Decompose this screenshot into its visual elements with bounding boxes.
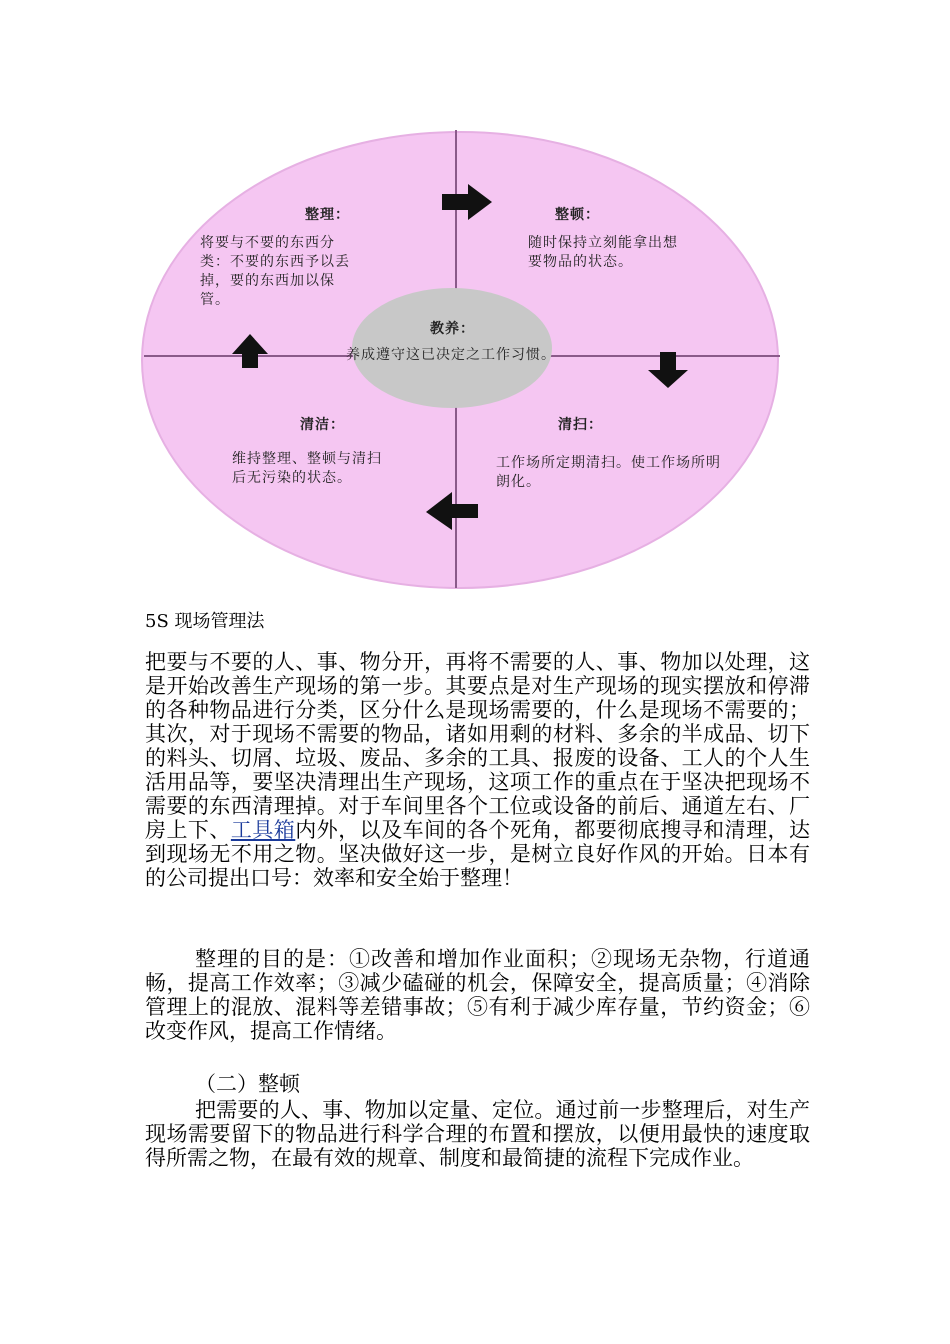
- five-s-cycle-diagram: [140, 120, 785, 590]
- center-text: 养成遵守这已决定之工作习惯。: [346, 347, 556, 363]
- quadrant-top-left-title: 整理：: [305, 207, 350, 223]
- paragraph-sort-text-2: 内外，以及车间的各个死角，都要彻底搜寻和清理，达到现场无不用之物。坚决做好这一步，是树立良好作风的开始。日本有的公司提出口号：效率和安全始于整理！: [145, 818, 811, 890]
- paragraph-sort-goals: 整理的目的是：①改善和增加作业面积；②现场无杂物，行道通畅，提高工作效率；③减少磕碰的机会，保障安全，提高质量；④消除管理上的混放、混料等差错事故；⑤有利于减少库存量，节约资金；⑥改变作风，提高工作情绪。: [145, 947, 810, 1043]
- figure-caption: 5S 现场管理法: [145, 611, 265, 632]
- section-heading-set-in-order: （二）整顿: [195, 1072, 300, 1096]
- toolbox-link[interactable]: 工具箱: [230, 818, 296, 842]
- quadrant-bottom-right-text: 工作场所定期清扫。使工作场所明朗化。: [496, 455, 721, 490]
- quadrant-bottom-left-title: 清洁：: [300, 417, 345, 433]
- quadrant-bottom-right-title: 清扫：: [558, 417, 603, 433]
- quadrant-top-right-text: 随时保持立刻能拿出想要物品的状态。: [528, 235, 678, 270]
- quadrant-top-right-title: 整顿：: [555, 207, 600, 223]
- quadrant-bottom-left-text: 维持整理、整顿与清扫后无污染的状态。: [232, 451, 382, 486]
- paragraph-set-in-order: 把需要的人、事、物加以定量、定位。通过前一步整理后，对生产现场需要留下的物品进行科学合理的布置和摆放，以便用最快的速度取得所需之物，在最有效的规章、制度和最简捷的流程下完成作业。: [145, 1098, 810, 1170]
- quadrant-top-left-text: 将要与不要的东西分类：不要的东西予以丢掉，要的东西加以保管。: [200, 235, 350, 308]
- paragraph-sort: [145, 650, 810, 890]
- paragraph-sort-text-1: 把要与不要的人、事、物分开，再将不需要的人、事、物加以处理，这是开始改善生产现场的第一步。其要点是对生产现场的现实摆放和停滞的各种物品进行分类，区分什么是现场需要的，什么是现场不需要的；其次，对于现场不需要的物品，诸如用剩的材料、多余的半成品、切下的料头、切屑、垃圾、废品、多余的工具、报废的设备、工人的个人生活用品等，要坚决清理出生产现场，这项工作的重点在于坚决把现场不需要的东西清理掉。对于车间里各个工位或设备的前后、通道左右、厂房上下、: [145, 650, 810, 842]
- center-title: 教养：: [430, 321, 475, 337]
